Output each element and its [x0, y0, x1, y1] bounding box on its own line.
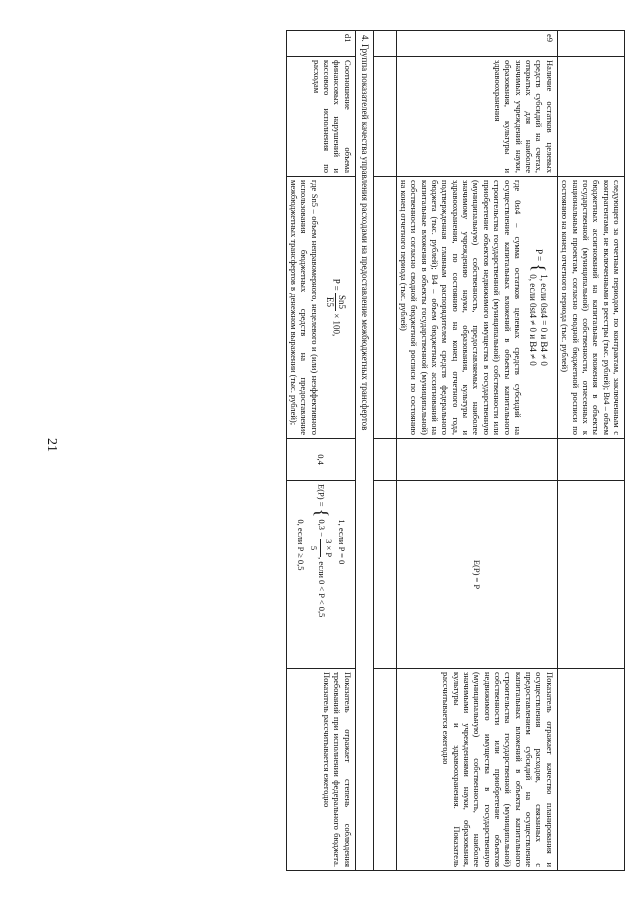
score-formula: E(P) = { 1, если P = 0 0,3 − 3 × P 5 , если 0 < P < 0,5 0, если P ≥ 0,5: [286, 481, 355, 669]
calc-method-text: где 0st4 – сумма остатков целевых средств субсидий на осуществление капитальных вложений в объекты капитального строительства государственной (муниципальной) собственности или приобретение объектов недвижимого имущества в государственную (муниципальную) собственность, предоставляемых наиболее значимому учреждению науки, образования, культуры и здравоохранения, по состоянию на конец отчетного года, подтвержденная главным распорядителем средств федерального бюджета (тыс. рублей); B4 – объем бюджетных ассигнований на капитальные вложения в объекты государственной (муниципальной) собственности согласно сводной бюджетной росписи по состоянию на конец отчетного периода (тыс. рублей): [398, 180, 523, 435]
indicator-name: Соотношение объема финансовых нарушений и кассового исполнения по расходам: [286, 57, 355, 177]
calc-method-continuation: следующего за отчетным периодом, по контрактам, заключенным с контрагентами, не включенными в реестры (тыс. рублей); Bt4 – объем бюджетных ассигнований на капитальные вложения в объекты государственной (муниципальной) собственности, отнесенных к национальным проектам, согласно сводной бюджетной росписи по состоянию на конец отчетного периода (тыс. рублей): [557, 177, 624, 439]
table-row: [396, 31, 557, 871]
indicator-code: d1: [286, 31, 355, 57]
indicator-weight: 0,4: [286, 439, 355, 481]
calc-method: [396, 177, 557, 439]
indicator-comment: Показатель отражает качество планирования и осуществления расходов, связанных с предоставлением субсидий на осуществление капитальных вложений в объекты капитального строительства государственной (муниципальной) собственности или приобретение объектов недвижимого имущества в государственную (муниципальную) собственность, наиболее значимыми учреждениями науки, образования, культуры и здравоохранения. Показатель рассчитывается ежегодно: [396, 669, 557, 871]
indicator-code: е9: [396, 31, 557, 57]
page-number: 21: [44, 438, 59, 452]
indicators-table: [286, 30, 625, 871]
indicator-formula: P = Sn5 E5 × 100,: [324, 278, 347, 337]
calc-method-text: где Sn5 – объем неправомерного, нецелевого и (или) неэффективного использования бюджетных средств на предоставление межбюджетных трансфертов в денежном выражении (тыс. рублей);: [288, 180, 320, 435]
calc-method: [286, 177, 355, 439]
indicator-comment: Показатель отражает степень соблюдения требований при исполнении федерального бюджета. Показатель рассчитывается ежегодно: [286, 669, 355, 871]
group-header: 4. Группа показателей качества управления расходами на предоставление межбюджетных трансфертов: [355, 31, 373, 871]
table-row: [557, 31, 624, 871]
table-row: [286, 31, 355, 871]
indicator-formula: P = { 1, если 0st4 = 0 и B4 ≠ 0 0, если 0st4 ≠ 0 и B4 ≠ 0: [527, 249, 549, 366]
table-row: [373, 31, 396, 871]
group-header-row: [355, 31, 373, 871]
rotated-table-region: [40, 30, 625, 870]
indicator-name: Наличие остатков целевых средств субсидий на счетах, открытых для наиболее значимых учреждений науки, образования, культуры и здравоохранения: [396, 57, 557, 177]
indicator-weight: [396, 439, 557, 481]
score-formula: E(P) = P: [396, 481, 557, 669]
